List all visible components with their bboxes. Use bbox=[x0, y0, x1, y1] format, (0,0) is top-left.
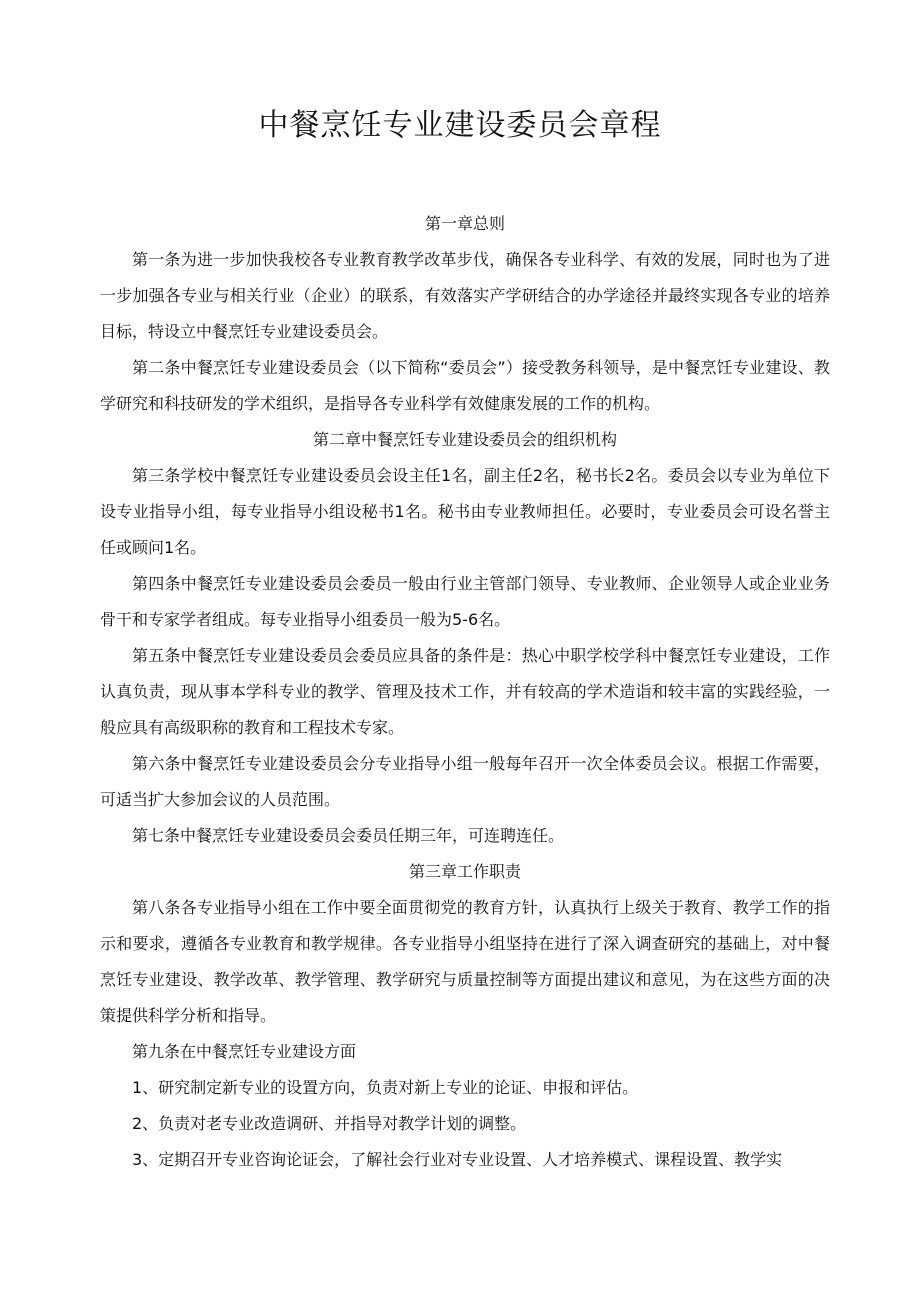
list-item: 1、研究制定新专业的设置方向，负责对新上专业的论证、申报和评估。 bbox=[132, 1078, 639, 1097]
chapter-heading: 第二章中餐烹饪专业建设委员会的组织机构 bbox=[312, 430, 617, 449]
article-paragraph: 第二条中餐烹饪专业建设委员会（以下简称“委员会”）接受教务科领导，是中餐烹饪专业建设、教学研究和科技研发的学术组织，是指导各专业科学有效健康发展的工作的机构。 bbox=[100, 358, 830, 413]
article-paragraph: 第八条各专业指导小组在工作中要全面贯彻党的教育方针，认真执行上级关于教育、教学工作的指示和要求，遵循各专业教育和教学规律。各专业指导小组坚持在进行了深入调查研究的基础上，对中餐烹饪专业建设、教学改革、教学管理、教学研究与质量控制等方面提出建议和意见，为在这些方面的决策提供科学分析和指导。 bbox=[100, 898, 830, 1025]
article-paragraph: 第九条在中餐烹饪专业建设方面 bbox=[132, 1042, 357, 1061]
article-paragraph: 第七条中餐烹饪专业建设委员会委员任期三年，可连聘连任。 bbox=[132, 826, 565, 845]
chapter-heading: 第三章工作职责 bbox=[408, 862, 521, 881]
article-paragraph: 第四条中餐烹饪专业建设委员会委员一般由行业主管部门领导、专业教师、企业领导人或企业业务骨干和专家学者组成。每专业指导小组委员一般为5-6名。 bbox=[100, 574, 830, 629]
list-item: 3、定期召开专业咨询论证会，了解社会行业对专业设置、人才培养模式、课程设置、教学实 bbox=[132, 1150, 783, 1169]
article-paragraph: 第三条学校中餐烹饪专业建设委员会设主任1名，副主任2名，秘书长2名。委员会以专业为单位下设专业指导小组，每专业指导小组设秘书1名。秘书由专业教师担任。必要时，专业委员会可设名誉主任或顾问1名。 bbox=[100, 466, 830, 557]
document-body bbox=[100, 206, 830, 1178]
article-paragraph: 第六条中餐烹饪专业建设委员会分专业指导小组一般每年召开一次全体委员会议。根据工作需要，可适当扩大参加会议的人员范围。 bbox=[100, 754, 830, 809]
list-item: 2、负责对老专业改造调研、并指导对教学计划的调整。 bbox=[132, 1114, 527, 1133]
document-title: 中餐烹饪专业建设委员会章程 bbox=[258, 108, 662, 143]
article-paragraph: 第一条为进一步加快我校各专业教育教学改革步伐，确保各专业科学、有效的发展，同时也为了进一步加强各专业与相关行业（企业）的联系，有效落实产学研结合的办学途径并最终实现各专业的培养目标，特设立中餐烹饪专业建设委员会。 bbox=[100, 250, 830, 341]
article-paragraph: 第五条中餐烹饪专业建设委员会委员应具备的条件是：热心中职学校学科中餐烹饪专业建设，工作认真负责，现从事本学科专业的教学、管理及技术工作，并有较高的学术造诣和较丰富的实践经验，一般应具有高级职称的教育和工程技术专家。 bbox=[100, 646, 830, 737]
chapter-heading: 第一章总则 bbox=[424, 214, 505, 233]
